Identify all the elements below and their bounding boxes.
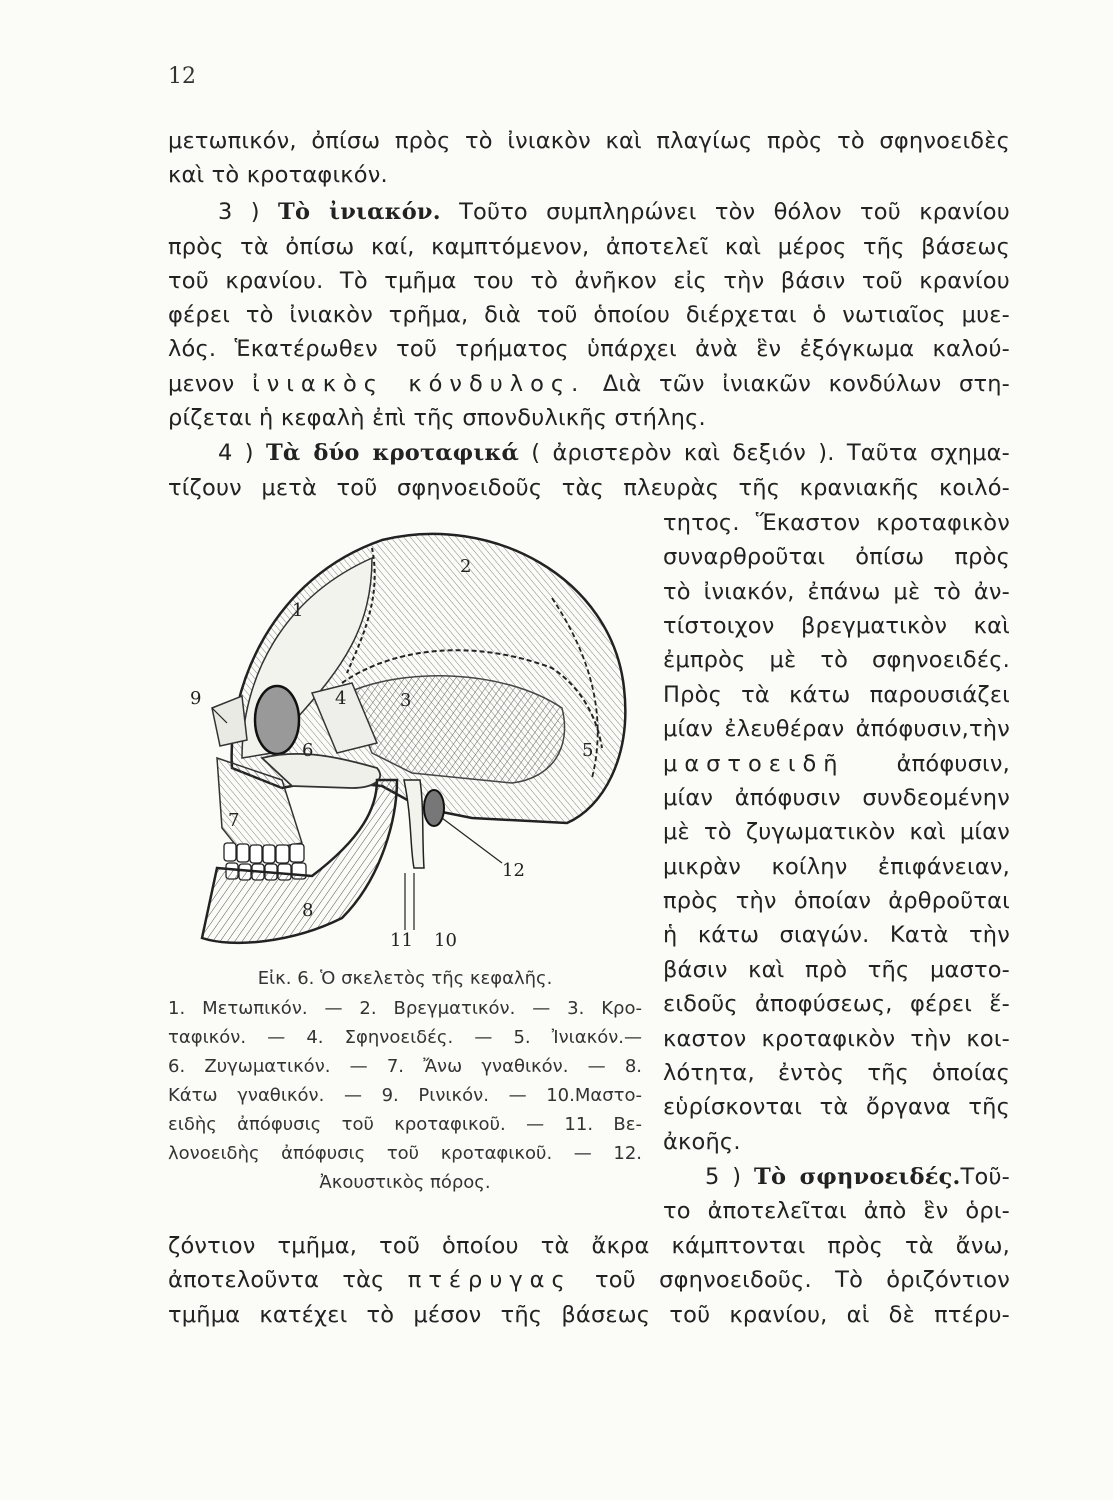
text-line: ρίζεται ἡ κεφαλὴ ἐπὶ τῆς σπονδυλικῆς στήλης. — [168, 405, 706, 431]
text-span: μενον — [168, 371, 235, 397]
text-line: τητος. Ἕκαστον κροταφικὸν — [663, 510, 1010, 536]
text-line: μὲ τὸ ζυγωματικὸν καὶ μίαν — [663, 819, 1010, 845]
text-line: καὶ τὸ κροταφικόν. — [168, 162, 388, 188]
section-number: 5 ) — [705, 1164, 742, 1190]
figure-label: 7 — [228, 810, 240, 831]
section-number: 4 ) — [218, 440, 254, 466]
figure-label: 1 — [292, 600, 304, 621]
text-span: ( ἀριστερὸν καὶ δεξιόν ). Ταῦτα σχημα- — [531, 440, 1011, 466]
figure-caption-line: 1. Μετωπικόν. — 2. Βρεγματικόν. — 3. Κρο- — [168, 998, 642, 1019]
text-line: καστον κροταφικὸν τὴν κοι- — [663, 1026, 1010, 1052]
text-line: πρὸς τὰ ὀπίσω καί, καμπτόμενον, ἀποτελεῖ καὶ μέρος τῆς βάσεως — [168, 234, 1010, 260]
text-span: ἀποτελοῦντα τὰς — [168, 1267, 385, 1293]
text-span: Διὰ τῶν ἰνιακῶν κονδύλων στη- — [602, 371, 1010, 397]
section-heading-5 — [705, 1160, 1010, 1194]
text-line: τίζουν μετὰ τοῦ σφηνοειδοῦς τὰς πλευρὰς τῆς κρανιακῆς κοιλό- — [168, 475, 1010, 501]
mastoid-process — [404, 780, 424, 868]
figure-label: 11 — [390, 930, 413, 951]
text-line: ἐμπρὸς μὲ τὸ σφηνοειδές. — [663, 647, 1010, 673]
figure-caption-line: ειδὴς ἀπόφυσις τοῦ κροταφικοῦ. — 11. Βε- — [168, 1114, 642, 1135]
text-line: βάσιν καὶ πρὸ τῆς μαστο- — [663, 957, 1010, 983]
text-line: ειδοῦς ἀποφύσεως, φέρει ἕ- — [663, 991, 1010, 1017]
figure-label: 9 — [190, 688, 202, 709]
text-span: τοῦ σφηνοειδοῦς. Τὸ ὁριζόντιον — [594, 1267, 1011, 1293]
text-line: εὑρίσκονται τὰ ὄργανα τῆς — [663, 1094, 1010, 1120]
text-line — [663, 747, 1010, 781]
text-line: τίστοιχον βρεγματικὸν καὶ — [663, 613, 1010, 639]
text-line: φέρει τὸ ἰνιακὸν τρῆμα, διὰ τοῦ ὁποίου διέρχεται ὁ νωτιαῖος μυε- — [168, 302, 1010, 328]
text-line: λός. Ἑκατέρωθεν τοῦ τρήματος ὑπάρχει ἀνὰ ἓν ἐξόγκωμα καλού- — [168, 336, 1010, 362]
section-title: Τὰ δύο κροταφικά — [265, 440, 520, 466]
figure-caption-line: λονοειδὴς ἀπόφυσις τοῦ κροταφικοῦ. — 12. — [168, 1143, 642, 1164]
text-span: Τοῦ- — [960, 1164, 1010, 1190]
figure-caption-line: 6. Ζυγωματικόν. — 7. Ἄνω γναθικόν. — 8. — [168, 1056, 642, 1077]
text-line: Πρὸς τὰ κάτω παρουσιάζει — [663, 682, 1010, 708]
figure-caption-line: Ἀκουστικὸς πόρος. — [319, 1172, 491, 1193]
figure-label: 5 — [582, 740, 594, 761]
figure-label: 2 — [460, 556, 472, 577]
spaced-term: πτέρυγας — [407, 1267, 572, 1293]
skull-figure — [172, 518, 650, 960]
figure-label: 10 — [434, 930, 457, 951]
figure-label: 4 — [335, 688, 347, 709]
figure-caption-title: Εἰκ. 6. Ὁ σκελετὸς τῆς κεφαλῆς. — [257, 968, 553, 989]
text-line: πρὸς τὴν ὁποίαν ἀρθροῦται — [663, 888, 1010, 914]
orbit — [255, 686, 299, 754]
figure-label: 8 — [302, 900, 314, 921]
text-line: μετωπικόν, ὀπίσω πρὸς τὸ ἰνιακὸν καὶ πλαγίως πρὸς τὸ σφηνοειδὲς — [168, 128, 1010, 154]
figure-label: 12 — [502, 860, 525, 881]
text-line: λότητα, ἐντὸς τῆς ὁποίας — [663, 1060, 1010, 1086]
spaced-term: μαστοειδῆ — [663, 751, 845, 777]
text-line: συναρθροῦται ὀπίσω πρὸς — [663, 544, 1010, 570]
spaced-term: ἰνιακὸς κόνδυλος. — [252, 371, 586, 397]
text-line: τμῆμα κατέχει τὸ μέσον τῆς βάσεως τοῦ κρανίου, αἱ δὲ πτέρυ- — [168, 1302, 1010, 1328]
section-title: Τὸ ἰνιακόν. — [278, 199, 441, 225]
text-line: ζόντιον τμῆμα, τοῦ ὁποίου τὰ ἄκρα κάμπτονται πρὸς τὰ ἄνω, — [168, 1233, 1010, 1259]
text-line: μικρὰν κοίλην ἐπιφάνειαν, — [663, 854, 1010, 880]
section-heading-3 — [218, 195, 1010, 229]
text-line: ἀκοῆς. — [663, 1129, 741, 1155]
figure-caption-line: ταφικόν. — 4. Σφηνοειδές. — 5. Ἰνιακόν.— — [168, 1027, 642, 1048]
acoustic-meatus — [424, 790, 444, 826]
text-line — [168, 1263, 1010, 1297]
text-line — [168, 367, 1010, 401]
nasal-bone — [212, 696, 247, 746]
section-number: 3 ) — [218, 199, 260, 225]
section-heading-4 — [218, 436, 1010, 470]
text-line: μίαν ἐλευθέραν ἀπόφυσιν,τὴν — [663, 716, 1010, 742]
figure-label: 3 — [400, 690, 412, 711]
text-span: Τοῦτο συμπληρώνει τὸν θόλον τοῦ κρανίου — [459, 199, 1010, 225]
figure-caption-line: Κάτω γναθικόν. — 9. Ρινικόν. — 10.Μαστο- — [168, 1085, 642, 1106]
text-line: ἡ κάτω σιαγών. Κατὰ τὴν — [663, 922, 1010, 948]
text-line: μίαν ἀπόφυσιν συνδεομένην — [663, 785, 1010, 811]
text-line: τοῦ κρανίου. Τὸ τμῆμα του τὸ ἀνῆκον εἰς τὴν βάσιν τοῦ κρανίου — [168, 268, 1010, 294]
page-number: 12 — [168, 64, 196, 89]
text-line: τὸ ἰνιακόν, ἐπάνω μὲ τὸ ἀν- — [663, 579, 1010, 605]
section-title: Τὸ σφηνοειδές. — [754, 1164, 961, 1190]
text-line: το ἀποτελεῖται ἀπὸ ἓν ὁρι- — [663, 1198, 1010, 1224]
figure-label: 6 — [302, 740, 314, 761]
text-span: ἀπόφυσιν, — [896, 751, 1010, 777]
